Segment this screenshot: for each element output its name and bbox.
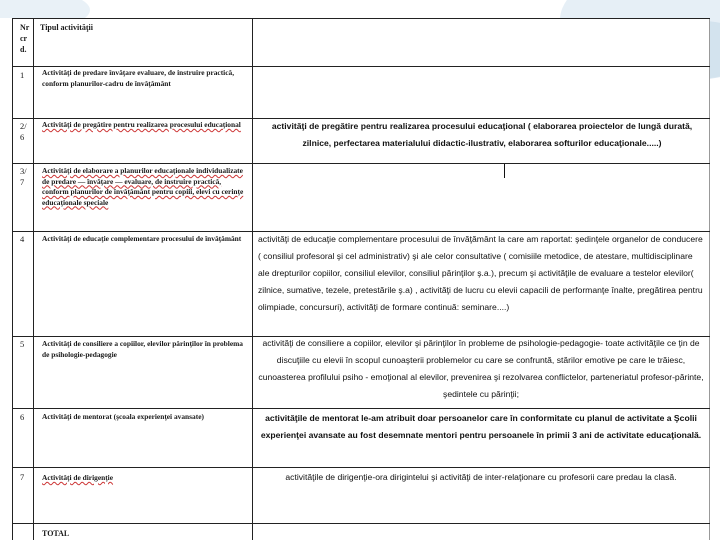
table-border-left xyxy=(12,18,13,540)
table-divider-nr xyxy=(33,18,34,540)
row-5-desc: activităţi de consiliere a copiilor, elevilor şi părinţilor în probleme de psihologie-pedagogie- toate activităţile ce ţin de discuţiile cu elevii în scopul cunoaşterii problemelor cu care se confruntă, stărilor emotive pe care le trăiesc, cunoasterea profilului psiho - emoţional al elevilor, prevenirea şi rezolvarea conflictelor, parteneriatul profesor-părinte, şedintele cu părinţii; xyxy=(258,338,704,399)
row-5-tip: Activităţi de consiliere a copiilor, elevilor părinţilor în problema de psihologie-pedagogie xyxy=(42,339,243,359)
row-7-tip: Activităţi de dirigenţie xyxy=(42,473,114,482)
row-4-nr: 4 xyxy=(20,234,25,244)
row-5-nr: 5 xyxy=(20,339,25,349)
row-2-nr: 2/ 6 xyxy=(20,121,27,142)
row-3-nr: 3/ 7 xyxy=(20,166,27,187)
document-page xyxy=(0,18,710,540)
row-divider xyxy=(12,523,710,524)
row-6-desc: activităţile de mentorat le-am atribuit doar persoanelor care în conformitate cu planul de activitate a Şcolii experienţei avansate au fost desemnate mentori pentru persoanele în primii 3 ani de activitate educaţională. xyxy=(260,413,702,440)
row-divider xyxy=(12,18,710,19)
row-2-tip: Activităţi de pregătire pentru realizarea procesului educaţional xyxy=(42,120,241,129)
row-7-nr: 7 xyxy=(20,472,25,482)
row-1-nr: 1 xyxy=(20,70,25,80)
header-tip: Tipul activităţii xyxy=(40,23,93,32)
table-border-right xyxy=(709,18,710,540)
row-divider xyxy=(12,163,710,164)
row-7-desc: activităţile de dirigenţie-ora dirigintelui şi activităţi de inter-relaţionare cu profesorii care predau la clasă. xyxy=(285,472,677,482)
table-divider-tip xyxy=(252,18,253,540)
row-6-nr: 6 xyxy=(20,412,25,422)
row-1-tip: Activităţi de predare învăţare evaluare, de instruire practică, conform planurilor-cadru de învăţământ xyxy=(42,68,235,88)
total-label: TOTAL xyxy=(42,529,70,538)
row-divider xyxy=(12,467,710,468)
row-3-tip: Activităţi de elaborare a planurilor educaţionale individualizate de predare — învăţare — evaluare, de instruire practică, conform planurilor de învăţământ pentru copiii, elevi cu cerinţe educaţionale speciale xyxy=(42,166,244,207)
text-cursor xyxy=(504,164,505,178)
row-2-desc: activităţi de pregătire pentru realizarea procesului educaţional ( elaborarea proiectelor de lungă durată, zilnice, perfectarea materialului didactic-ilustrativ, elaborarea softurilor educaţionale.....) xyxy=(271,121,693,148)
row-divider xyxy=(12,66,710,67)
row-divider xyxy=(12,408,710,409)
row-4-tip: Activităţi de educaţie complementare procesului de învăţământ xyxy=(42,234,242,243)
row-6-tip: Activităţi de mentorat (şcoala experienţei avansate) xyxy=(42,412,204,421)
header-nr: Nr cr d. xyxy=(20,23,30,54)
row-4-desc: activităţi de educaţie complementare procesului de învăţământ la care am raportat: şedinţele organelor de conducere ( consiliul profesoral şi cel administrativ) şi ale celor consultative ( comisiile metodice, de atestare, multidisciplinare ale drepturilor copiilor, consiliul elevilor, consiliul părinţilor ş.a.), precum şi activităţile de evaluare a testelor elevilor( zilnice, sumative, tezele, pretestările ş.a) , activităţi de lucru cu elevii capacili de performanţe înalte, pregătirea pentru olimpiade, concursuri), activităţi de formare continuă: seminare....) xyxy=(258,234,703,312)
